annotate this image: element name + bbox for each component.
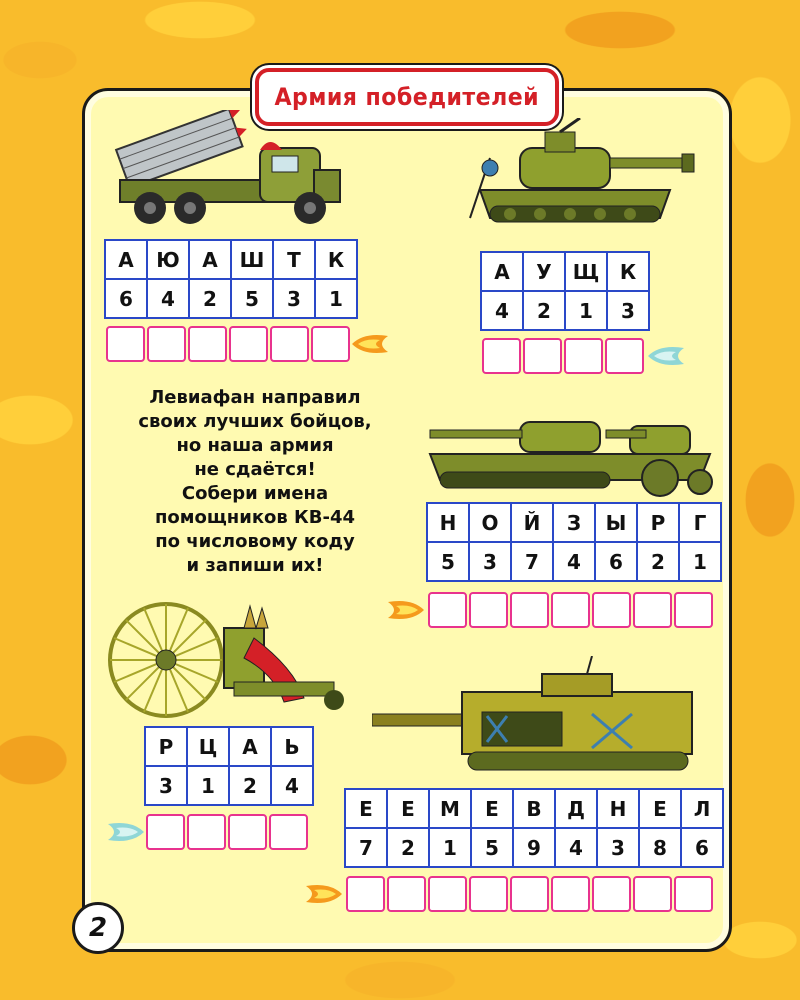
answer-box[interactable] <box>564 338 603 374</box>
flame-icon <box>648 344 684 368</box>
answer-box[interactable] <box>387 876 426 912</box>
letter-cell: М <box>429 789 471 828</box>
answer-box[interactable] <box>633 876 672 912</box>
flame-icon <box>108 820 144 844</box>
letter-cell: Л <box>681 789 723 828</box>
number-cell: 6 <box>595 542 637 581</box>
number-cell: 6 <box>681 828 723 867</box>
flame-icon <box>306 882 342 906</box>
answer-box[interactable] <box>147 326 186 362</box>
answer-box[interactable] <box>428 592 467 628</box>
number-cell: 3 <box>607 291 649 330</box>
number-cell: 4 <box>553 542 595 581</box>
letter-cell: К <box>607 252 649 291</box>
answer-box[interactable] <box>229 326 268 362</box>
number-cell: 7 <box>511 542 553 581</box>
letter-cell: Н <box>427 503 469 542</box>
answer-box[interactable] <box>605 338 644 374</box>
answer-row-2 <box>482 338 644 374</box>
answer-box[interactable] <box>311 326 350 362</box>
letter-cell: А <box>105 240 147 279</box>
answer-box[interactable] <box>187 814 226 850</box>
number-cell: 1 <box>565 291 607 330</box>
number-cell: 8 <box>639 828 681 867</box>
heavy-tank-illustration <box>450 118 710 238</box>
answer-box[interactable] <box>674 592 713 628</box>
answer-box[interactable] <box>146 814 185 850</box>
answer-box[interactable] <box>592 592 631 628</box>
story-line: Левиафан направил <box>149 387 361 408</box>
number-cell: 2 <box>387 828 429 867</box>
number-cell: 3 <box>597 828 639 867</box>
answer-box[interactable] <box>346 876 385 912</box>
page-title: Армия победителей <box>274 83 540 111</box>
story-text <box>110 386 400 578</box>
answer-box[interactable] <box>510 592 549 628</box>
answer-box[interactable] <box>106 326 145 362</box>
number-cell: 2 <box>637 542 679 581</box>
letter-cell: Р <box>637 503 679 542</box>
answer-box[interactable] <box>482 338 521 374</box>
letter-cell: Е <box>345 789 387 828</box>
answer-box[interactable] <box>523 338 562 374</box>
answer-row-5 <box>346 876 713 912</box>
answer-box[interactable] <box>551 876 590 912</box>
answer-box[interactable] <box>228 814 267 850</box>
answer-row-4 <box>146 814 308 850</box>
number-cell: 5 <box>427 542 469 581</box>
story-line: и запиши их! <box>186 555 324 576</box>
story-line: своих лучших бойцов, <box>138 411 372 432</box>
answer-row-3 <box>428 592 713 628</box>
letter-cell: О <box>469 503 511 542</box>
letter-cell: Ц <box>187 727 229 766</box>
number-cell: 1 <box>187 766 229 805</box>
number-cell: 7 <box>345 828 387 867</box>
answer-box[interactable] <box>428 876 467 912</box>
answer-box[interactable] <box>510 876 549 912</box>
letter-cell: З <box>553 503 595 542</box>
story-line: по числовому коду <box>155 531 355 552</box>
letter-cell: Щ <box>565 252 607 291</box>
number-cell: 4 <box>481 291 523 330</box>
fortress-tank-illustration <box>372 656 712 781</box>
letter-cell: А <box>481 252 523 291</box>
letter-cell: У <box>523 252 565 291</box>
letter-cell: Т <box>273 240 315 279</box>
story-line: не сдаётся! <box>194 459 316 480</box>
answer-box[interactable] <box>270 326 309 362</box>
letter-cell: Ы <box>595 503 637 542</box>
story-line: но наша армия <box>176 435 334 456</box>
letter-cell: Ь <box>271 727 313 766</box>
answer-box[interactable] <box>188 326 227 362</box>
letter-cell: А <box>229 727 271 766</box>
answer-box[interactable] <box>269 814 308 850</box>
number-cell: 1 <box>315 279 357 318</box>
number-cell: 6 <box>105 279 147 318</box>
twin-tank-illustration <box>410 408 720 500</box>
letter-cell: Р <box>145 727 187 766</box>
story-line: Собери имена <box>181 483 329 504</box>
answer-box[interactable] <box>551 592 590 628</box>
number-cell: 2 <box>229 766 271 805</box>
letter-cell: Е <box>639 789 681 828</box>
letter-cell: Ю <box>147 240 189 279</box>
flame-icon <box>352 332 388 356</box>
letter-cell: К <box>315 240 357 279</box>
number-cell: 3 <box>469 542 511 581</box>
number-cell: 1 <box>429 828 471 867</box>
number-cell: 2 <box>523 291 565 330</box>
letter-cell: Е <box>471 789 513 828</box>
answer-box[interactable] <box>592 876 631 912</box>
story-line: помощников КВ-44 <box>154 507 356 528</box>
letter-cell: Н <box>597 789 639 828</box>
answer-box[interactable] <box>469 876 508 912</box>
letter-cell: А <box>189 240 231 279</box>
letter-cell: Ш <box>231 240 273 279</box>
flame-icon <box>388 598 424 622</box>
code-grid-2 <box>480 251 650 331</box>
wheel-machine-illustration <box>104 598 354 723</box>
number-cell: 4 <box>271 766 313 805</box>
code-grid-4 <box>144 726 314 806</box>
number-cell: 5 <box>471 828 513 867</box>
number-cell: 4 <box>555 828 597 867</box>
number-cell: 3 <box>145 766 187 805</box>
letter-cell: Й <box>511 503 553 542</box>
letter-cell: Г <box>679 503 721 542</box>
code-grid-5 <box>344 788 724 868</box>
answer-row-1 <box>106 326 350 362</box>
letter-cell: Е <box>387 789 429 828</box>
number-cell: 2 <box>189 279 231 318</box>
code-grid-1 <box>104 239 358 319</box>
number-cell: 3 <box>273 279 315 318</box>
number-cell: 1 <box>679 542 721 581</box>
number-cell: 5 <box>231 279 273 318</box>
answer-box[interactable] <box>469 592 508 628</box>
letter-cell: Д <box>555 789 597 828</box>
rocket-truck-illustration <box>100 110 360 230</box>
number-cell: 4 <box>147 279 189 318</box>
answer-box[interactable] <box>633 592 672 628</box>
code-grid-3 <box>426 502 722 582</box>
letter-cell: В <box>513 789 555 828</box>
number-cell: 9 <box>513 828 555 867</box>
answer-box[interactable] <box>674 876 713 912</box>
page-number: 2 <box>72 902 124 954</box>
